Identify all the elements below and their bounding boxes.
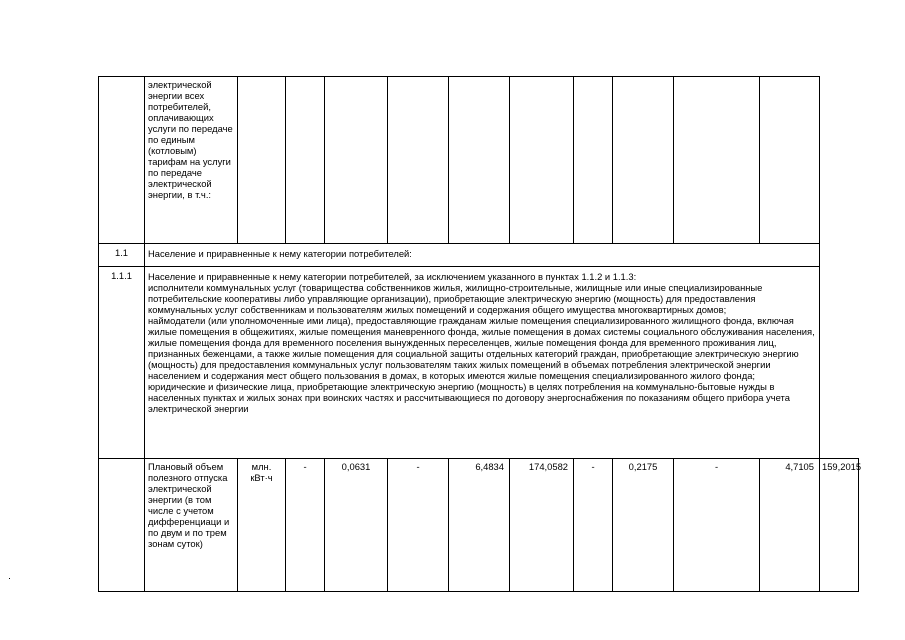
value-cell <box>674 77 760 244</box>
value-cell: 174,0582 <box>510 459 574 592</box>
row-name-text: электрической энергии всех потребителей, оплачивающих услуги по передаче по единым (котловым) тарифам на услуги по передаче электрической энергии, в т.ч.: <box>148 79 233 200</box>
table-row-continuation <box>99 77 859 244</box>
value-cell: - <box>286 459 325 592</box>
category-paragraph: наймодатели (или уполномоченные ими лица), предоставляющие гражданам жилые помещения специализированного жилищного фонда, включая жилые помещения в общежитиях, жилые помещения маневренного фонда, жилые помещения в домах системы социального обслуживания населения, жилые помещения фонда для временного поселения вынужденных переселенцев, жилые помещения фонда для временного проживания лиц, признанных беженцами, а также жилые помещения для социальной защиты отдельных категорий граждан, приобретающие электрическую энергию (мощность) для предоставления коммунальных услуг пользователям таких жилых помещений в объемах потребления электрической энергии населением и содержания мест общего пользования в домах, в которых имеются жилые помещения специализированного жилого фонда; <box>148 315 815 381</box>
category-description-cell <box>145 267 820 459</box>
row-name-cell <box>145 77 238 244</box>
value-cell <box>574 77 613 244</box>
section-heading-text: Население и приравненные к нему категории потребителей: <box>148 248 412 259</box>
value-cell: - <box>574 459 613 592</box>
row-name-cell <box>145 459 238 592</box>
table-row-plan-volume <box>99 459 859 592</box>
row-number-cell <box>99 77 145 244</box>
row-number-cell <box>99 459 145 592</box>
category-paragraph: исполнители коммунальных услуг (товарищества собственников жилья, жилищно-строительные, жилищные или иные специализированные потребительские кооперативы либо управляющие организации), приобретающие электрическую энергию (мощность) для предоставления коммунальных услуг собственникам и пользователям жилых помещений и содержания общего имущества многоквартирных домов; <box>148 282 763 315</box>
row-number-cell: 1.1 <box>99 244 145 267</box>
value-cell: - <box>674 459 760 592</box>
value-cell: - <box>388 459 449 592</box>
value-cell <box>388 77 449 244</box>
value-cell: 159,2015 <box>820 459 859 592</box>
value-cell <box>286 77 325 244</box>
value-cell <box>238 77 286 244</box>
row-name-text: Плановый объем полезного отпуска электрической энергии (в том числе с учетом дифференциаци и по двум и по трем зонам суток) <box>148 461 230 549</box>
value-cell: 4,7105 <box>760 459 820 592</box>
value-cell <box>510 77 574 244</box>
tariff-table <box>98 76 862 592</box>
value-cell <box>760 77 820 244</box>
value-cell: 0,2175 <box>613 459 674 592</box>
category-paragraph: юридические и физические лица, приобретающие электрическую энергию (мощность) в целях потребления на коммунально-бытовые нужды в населенных пунктах и жилых зонах при воинских частях и рассчитывающиеся по договору энергоснабжения по показаниям общего прибора учета электрической энергии <box>148 381 790 414</box>
table-row-1-1 <box>99 244 859 267</box>
section-heading-cell <box>145 244 820 267</box>
value-cell <box>325 77 388 244</box>
value-cell <box>613 77 674 244</box>
value-cell: 0,0631 <box>325 459 388 592</box>
table-row-1-1-1 <box>99 267 859 459</box>
value-cell: 6,4834 <box>449 459 510 592</box>
unit-cell: млн. кВт·ч <box>238 459 286 592</box>
row-number-cell: 1.1.1 <box>99 267 145 459</box>
value-cell <box>449 77 510 244</box>
scan-speck <box>9 578 10 579</box>
category-paragraph: Население и приравненные к нему категории потребителей, за исключением указанного в пунктах 1.1.2 и 1.1.3: <box>148 271 637 282</box>
